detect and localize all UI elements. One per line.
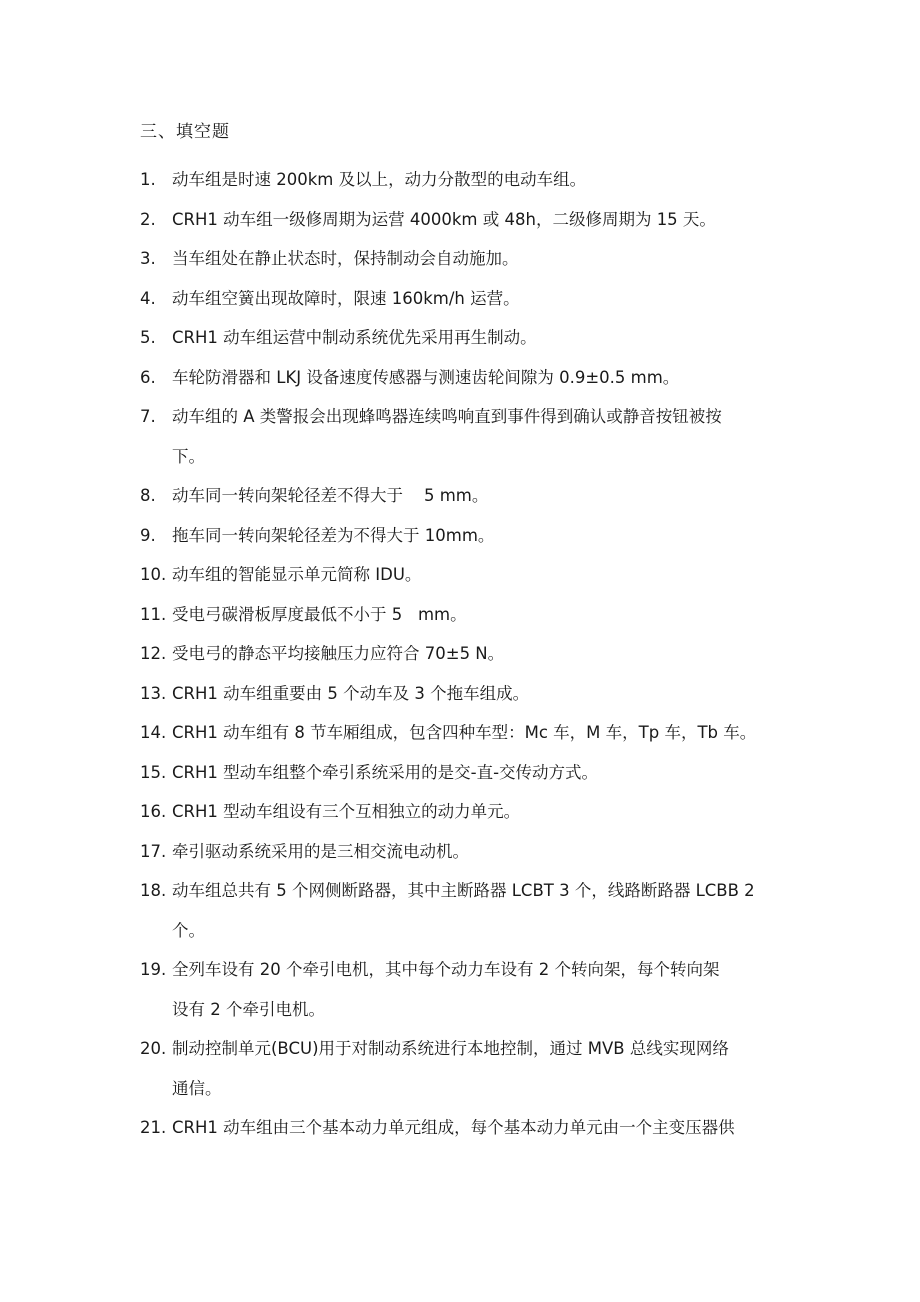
item-line: 动车组总共有 5 个网侧断路器，其中主断路器 LCBT 3 个，线路断路器 LCBB 2 bbox=[172, 881, 755, 900]
item-line: 受电弓碳滑板厚度最低不小于 5 mm。 bbox=[172, 604, 467, 624]
list-item bbox=[140, 950, 790, 1029]
item-text bbox=[172, 397, 790, 476]
item-line: 制动控制单元(BCU)用于对制动系统进行本地控制，通过 MVB 总线实现网络 bbox=[172, 1039, 729, 1058]
item-number: 15. bbox=[140, 762, 167, 782]
section-title: 三、填空题 bbox=[140, 122, 230, 142]
item-number: 19. bbox=[140, 960, 167, 979]
item-number: 3. bbox=[140, 249, 156, 268]
item-line: 车轮防滑器和 LKJ 设备速度传感器与测速齿轮间隙为 0.9±0.5 mm。 bbox=[172, 367, 680, 387]
item-text bbox=[172, 753, 790, 793]
item-text bbox=[172, 713, 790, 753]
item-number: 9. bbox=[140, 525, 156, 545]
item-number: 21. bbox=[140, 1118, 167, 1137]
item-line: CRH1 型动车组整个牵引系统采用的是交-直-交传动方式。 bbox=[172, 762, 599, 782]
item-text bbox=[172, 1029, 790, 1108]
list-item bbox=[140, 832, 790, 872]
item-line: CRH1 动车组由三个基本动力单元组成，每个基本动力单元由一个主变压器供 bbox=[172, 1118, 735, 1137]
list-item bbox=[140, 674, 790, 714]
item-line: 全列车设有 20 个牵引电机，其中每个动力车设有 2 个转向架，每个转向架 bbox=[172, 960, 720, 979]
item-text bbox=[172, 1108, 790, 1148]
item-text bbox=[172, 555, 790, 595]
list-item bbox=[140, 634, 790, 674]
list-item bbox=[140, 279, 790, 319]
item-text bbox=[172, 200, 790, 240]
item-number: 20. bbox=[140, 1039, 167, 1058]
item-line: 动车同一转向架轮径差不得大于 5 mm。 bbox=[172, 486, 489, 505]
item-line: CRH1 动车组运营中制动系统优先采用再生制动。 bbox=[172, 328, 537, 347]
list-item bbox=[140, 792, 790, 832]
item-line: 通信。 bbox=[172, 1078, 222, 1098]
item-number: 13. bbox=[140, 683, 167, 703]
item-number: 16. bbox=[140, 802, 167, 821]
item-number: 10. bbox=[140, 565, 167, 584]
list-item bbox=[140, 555, 790, 595]
item-line: 个。 bbox=[172, 920, 205, 940]
item-line: 动车组的 A 类警报会出现蜂鸣器连续鸣响直到事件得到确认或静音按钮被按 bbox=[172, 407, 722, 426]
item-number: 5. bbox=[140, 328, 156, 347]
item-text bbox=[172, 871, 790, 950]
question-list bbox=[140, 160, 790, 1148]
list-item bbox=[140, 713, 790, 753]
list-item bbox=[140, 358, 790, 398]
item-text bbox=[172, 318, 790, 358]
item-line: 设有 2 个牵引电机。 bbox=[172, 999, 325, 1019]
item-number: 8. bbox=[140, 486, 156, 505]
list-item bbox=[140, 871, 790, 950]
item-number: 12. bbox=[140, 644, 167, 663]
item-number: 14. bbox=[140, 723, 167, 742]
list-item bbox=[140, 476, 790, 516]
list-item bbox=[140, 516, 790, 556]
list-item bbox=[140, 239, 790, 279]
list-item bbox=[140, 200, 790, 240]
item-line: 动车组空簧出现故障时，限速 160km/h 运营。 bbox=[172, 288, 520, 308]
item-text bbox=[172, 674, 790, 714]
list-item bbox=[140, 1029, 790, 1108]
item-line: CRH1 动车组有 8 节车厢组成，包含四种车型：Mc 车，M 车，Tp 车，Tb 车。 bbox=[172, 723, 757, 742]
item-line: 拖车同一转向架轮径差为不得大于 10mm。 bbox=[172, 525, 495, 545]
item-text bbox=[172, 595, 790, 635]
item-number: 11. bbox=[140, 604, 167, 624]
list-item bbox=[140, 397, 790, 476]
item-line: 牵引驱动系统采用的是三相交流电动机。 bbox=[172, 841, 469, 861]
item-text bbox=[172, 516, 790, 556]
item-text bbox=[172, 792, 790, 832]
item-line: CRH1 动车组一级修周期为运营 4000km 或 48h，二级修周期为 15 天。 bbox=[172, 209, 716, 229]
item-line: 下。 bbox=[172, 446, 205, 466]
item-number: 1. bbox=[140, 170, 156, 189]
list-item bbox=[140, 595, 790, 635]
item-line: CRH1 型动车组设有三个互相独立的动力单元。 bbox=[172, 802, 521, 821]
item-number: 17. bbox=[140, 841, 167, 861]
item-number: 6. bbox=[140, 367, 156, 387]
item-text bbox=[172, 358, 790, 398]
list-item bbox=[140, 160, 790, 200]
item-text bbox=[172, 476, 790, 516]
item-number: 2. bbox=[140, 209, 156, 229]
item-text bbox=[172, 279, 790, 319]
item-line: 当车组处在静止状态时，保持制动会自动施加。 bbox=[172, 249, 519, 268]
item-line: 受电弓的静态平均接触压力应符合 70±5 N。 bbox=[172, 644, 505, 663]
item-number: 18. bbox=[140, 881, 167, 900]
item-text bbox=[172, 832, 790, 872]
item-line: 动车组是时速 200km 及以上，动力分散型的电动车组。 bbox=[172, 170, 587, 189]
item-text bbox=[172, 950, 790, 1029]
item-text bbox=[172, 634, 790, 674]
item-number: 7. bbox=[140, 407, 156, 426]
item-line: CRH1 动车组重要由 5 个动车及 3 个拖车组成。 bbox=[172, 683, 530, 703]
list-item bbox=[140, 318, 790, 358]
item-line: 动车组的智能显示单元简称 IDU。 bbox=[172, 565, 422, 584]
list-item bbox=[140, 753, 790, 793]
list-item bbox=[140, 1108, 790, 1148]
item-text bbox=[172, 160, 790, 200]
item-number: 4. bbox=[140, 288, 156, 308]
item-text bbox=[172, 239, 790, 279]
